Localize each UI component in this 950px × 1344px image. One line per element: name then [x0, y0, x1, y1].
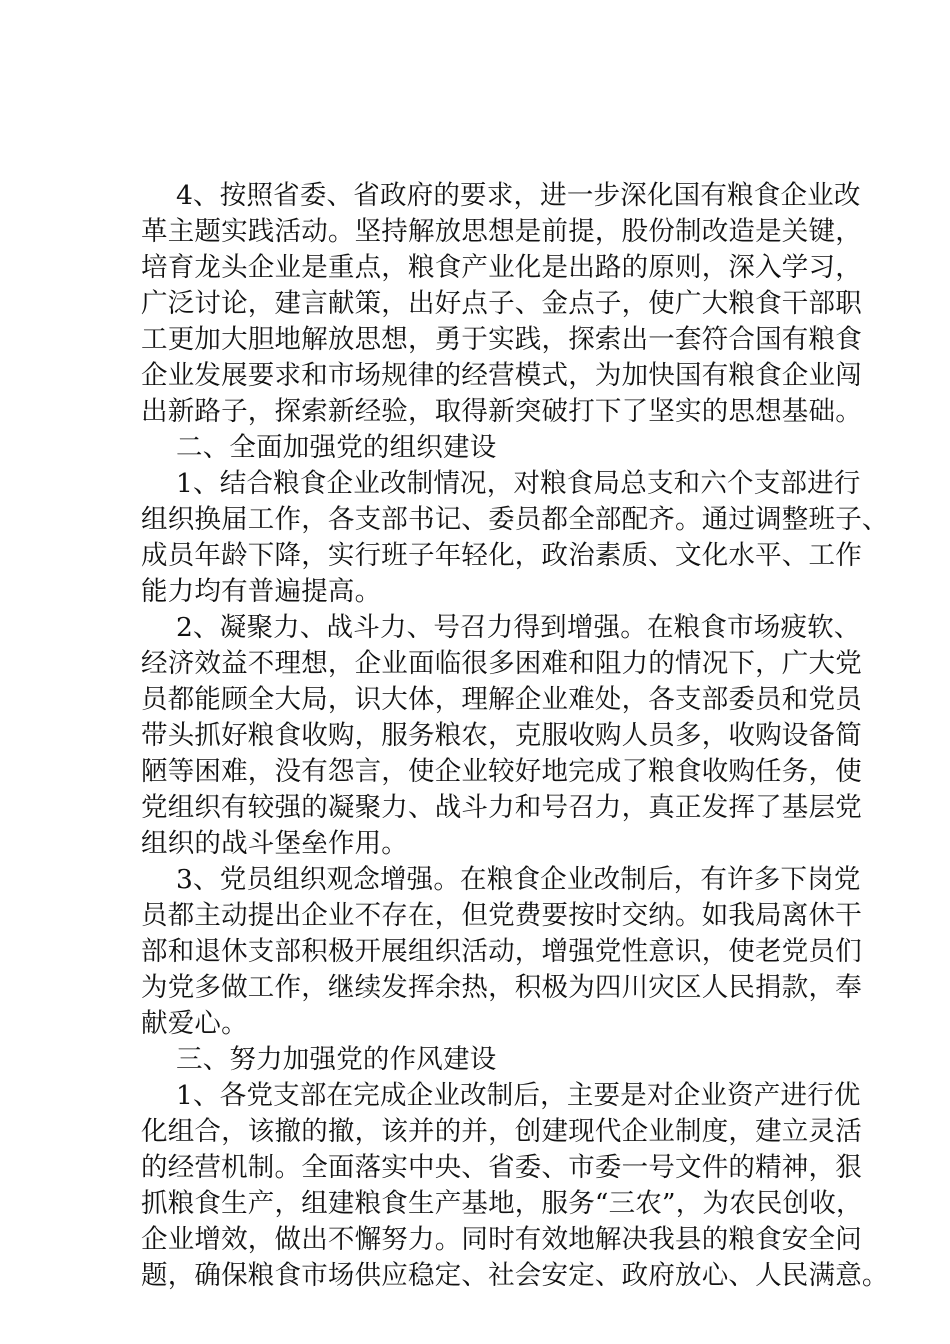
section-heading: 二、全面加强党的组织建设 — [176, 432, 497, 463]
paragraph-line: 员都主动提出企业不存在，但党费要按时交纳。如我局离休干 — [141, 900, 862, 931]
paragraph-line: 献爱心。 — [141, 1008, 248, 1039]
paragraph-line: 培育龙头企业是重点，粮食产业化是出路的原则，深入学习， — [141, 252, 862, 283]
paragraph-line: 的经营机制。全面落实中央、省委、市委一号文件的精神，狠 — [141, 1152, 862, 1183]
paragraph-line: 革主题实践活动。坚持解放思想是前提，股份制改造是关键， — [141, 216, 862, 247]
paragraph-line: 出新路子，探索新经验，取得新突破打下了坚实的思想基础。 — [141, 396, 862, 427]
paragraph-line: 党组织有较强的凝聚力、战斗力和号召力，真正发挥了基层党 — [141, 792, 862, 823]
paragraph-line: 组织的战斗堡垒作用。 — [141, 828, 408, 859]
section-heading: 三、努力加强党的作风建设 — [176, 1044, 497, 1075]
paragraph-line: 经济效益不理想，企业面临很多困难和阻力的情况下，广大党 — [141, 648, 862, 679]
paragraph-line: 部和退休支部积极开展组织活动，增强党性意识，使老党员们 — [141, 936, 862, 967]
paragraph-line: 化组合，该撤的撤，该并的并，创建现代企业制度，建立灵活 — [141, 1116, 862, 1147]
paragraph-line: 成员年龄下降，实行班子年轻化，政治素质、文化水平、工作 — [141, 540, 862, 571]
paragraph-line: 陋等困难，没有怨言，使企业较好地完成了粮食收购任务，使 — [141, 756, 862, 787]
paragraph-line: 工更加大胆地解放思想，勇于实践，探索出一套符合国有粮食 — [141, 324, 862, 355]
paragraph-line: 组织换届工作，各支部书记、委员都全部配齐。通过调整班子、 — [141, 504, 889, 535]
paragraph-line: 4、按照省委、省政府的要求，进一步深化国有粮食企业改 — [176, 180, 861, 211]
paragraph-line: 1、结合粮食企业改制情况，对粮食局总支和六个支部进行 — [176, 468, 861, 499]
paragraph-line: 3、党员组织观念增强。在粮食企业改制后，有许多下岗党 — [176, 864, 861, 895]
paragraph-line: 能力均有普遍提高。 — [141, 576, 382, 607]
paragraph-line: 1、各党支部在完成企业改制后，主要是对企业资产进行优 — [176, 1080, 861, 1111]
paragraph-line: 企业发展要求和市场规律的经营模式，为加快国有粮食企业闯 — [141, 360, 862, 391]
paragraph-line: 员都能顾全大局，识大体，理解企业难处，各支部委员和党员 — [141, 684, 862, 715]
paragraph-line: 带头抓好粮食收购，服务粮农，克服收购人员多，收购设备简 — [141, 720, 862, 751]
paragraph-line: 为党多做工作，继续发挥余热，积极为四川灾区人民捐款，奉 — [141, 972, 862, 1003]
paragraph-line: 抓粮食生产，组建粮食生产基地，服务“三农”，为农民创收， — [141, 1188, 863, 1219]
paragraph-line: 2、凝聚力、战斗力、号召力得到增强。在粮食市场疲软、 — [176, 612, 861, 643]
paragraph-line: 题，确保粮食市场供应稳定、社会安定、政府放心、人民满意。 — [141, 1260, 889, 1291]
paragraph-line: 广泛讨论，建言献策，出好点子、金点子，使广大粮食干部职 — [141, 288, 862, 319]
paragraph-line: 企业增效，做出不懈努力。同时有效地解决我县的粮食安全问 — [141, 1224, 862, 1255]
